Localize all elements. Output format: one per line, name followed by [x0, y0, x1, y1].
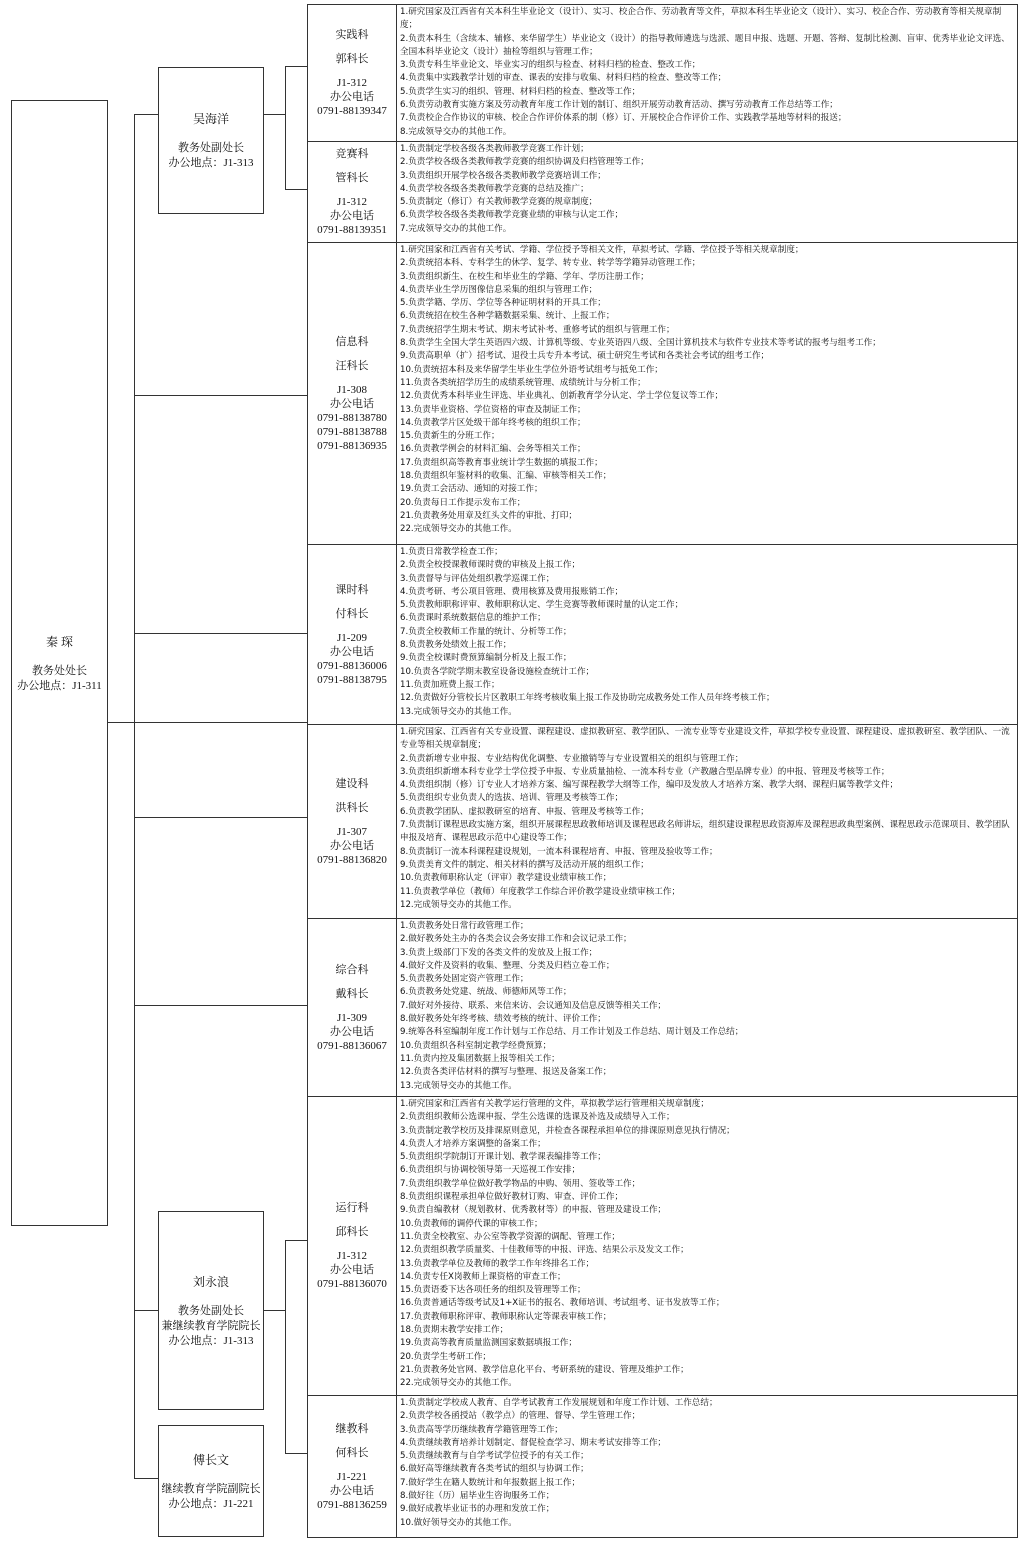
duty-item: 8.完成领导交办的其他工作。 — [400, 126, 512, 137]
section-chief: 何科长 — [335, 1446, 369, 1459]
duty-item: 6.负责学校各级各类教师教学竞赛业绩的审核与认定工作； — [400, 210, 624, 221]
duty-item: 2.做好教务处主办的各类会议会务安排工作和会议记录工作； — [400, 934, 632, 945]
duty-item: 8.负责制订一流本科课程建设规划，一流本科课程培育、申报、管理及验收等工作； — [400, 846, 718, 857]
section-room: J1-221 — [337, 1470, 367, 1483]
phone-label: 办公电话 — [330, 1484, 374, 1497]
section-head — [308, 243, 397, 544]
phone-number: 0791-88136935 — [317, 439, 387, 452]
duties-list — [397, 1097, 1017, 1395]
duty-item: 9.做好成教毕业证书的办理和发放工作； — [400, 1504, 555, 1515]
duty-item: 11.负责教学单位（教师）年度教学工作综合评价教学建设业绩审核工作； — [400, 886, 681, 897]
duty-item: 18.负责组织年鉴材料的收集、汇编、审核等相关工作； — [400, 471, 612, 482]
deputy-title-2: 兼继续教育学院院长 — [161, 1319, 261, 1332]
section-room: J1-308 — [337, 383, 367, 396]
section-name: 继教科 — [335, 1422, 369, 1435]
section-general — [307, 918, 1018, 1097]
duty-item: 11.负责加班费上报工作； — [400, 679, 500, 690]
duty-item: 13.负责毕业资格、学位资格的审查及制证工作； — [400, 404, 586, 415]
duty-item: 13.完成领导交办的其他工作。 — [400, 706, 517, 717]
duty-item: 12.负责做好分管校长片区教职工年终考核收集上报工作及协助完成教务处工作人员年终考核工作； — [400, 693, 775, 704]
duty-item: 9.统筹各科室编制年度工作计划与工作总结、月工作计划及工作总结、周计划及工作总结； — [400, 1027, 744, 1038]
duty-item: 14.负责教学片区处级干部年终考核的组织工作； — [400, 417, 586, 428]
duty-item: 1.研究国家、江西省有关专业设置、课程建设、虚拟教研室、教学团队、一流专业等专业建设文件，草拟学校专业设置、课程建设、虚拟教研室、教学团队、一流专业等相关规章制度； — [400, 727, 1010, 751]
duty-item: 2.负责统招本科、专科学生的休学、复学、转专业、转学等学籍异动管理工作； — [400, 258, 701, 269]
section-name: 课时科 — [335, 583, 369, 596]
duty-item: 6.负责教学团队、虚拟教研室的培育、申报、管理及考核等工作； — [400, 806, 649, 817]
duty-item: 9.负责美育文件的制定、相关材料的撰写及活动开展的组织工作； — [400, 859, 649, 870]
duty-item: 5.负责制定（修订）有关教师教学竞赛的规章制度； — [400, 197, 598, 208]
phone-label: 办公电话 — [330, 1264, 374, 1276]
duty-item: 4.负责组织制（修）订专业人才培养方案、编写课程教学大纲等工作，编印及发放人才培养方案、教学大纲、课程归属等教学文件； — [400, 780, 899, 791]
section-continuing-education — [307, 1395, 1018, 1538]
duty-item: 1.研究国家及江西省有关本科生毕业论文（设计）、实习、校企合作、劳动教育等文件，草拟本科生毕业论文（设计）、实习、校企合作、劳动教育等相关规章制度； — [400, 7, 1002, 31]
deputy-title: 继续教育学院副院长 — [161, 1482, 261, 1495]
section-head — [308, 1097, 397, 1395]
connector — [285, 1240, 286, 1454]
duty-item: 6.负责组织与协调校领导第一天巡视工作安排； — [400, 1165, 581, 1176]
section-chief: 汪科长 — [335, 359, 369, 372]
section-class-hours — [307, 544, 1018, 725]
duty-item: 10.负责各学院学期末教室设备设施检查统计工作； — [400, 666, 595, 677]
connector — [285, 66, 286, 190]
section-chief: 郭科长 — [335, 53, 369, 65]
duty-item: 11.负责内控及集团数据上报等相关工作； — [400, 1053, 560, 1064]
duties-list — [397, 919, 1017, 1096]
duty-item: 4.负责考研、考公项目管理、费用核算及费用报账销工作； — [400, 586, 624, 597]
duty-item: 11.负责各类统招学历生的成绩系统管理、成绩统计与分析工作； — [400, 377, 646, 388]
duty-item: 7.做好学生在籍人数统计和年报数据上报工作； — [400, 1477, 581, 1488]
connector — [263, 114, 286, 115]
deputy-office: 办公地点：J1-221 — [168, 1497, 254, 1510]
duties-list — [397, 5, 1017, 141]
duty-item: 14.负责专任X岗教师上课资格的审查工作； — [400, 1271, 566, 1282]
section-room: J1-312 — [337, 1250, 367, 1262]
section-head — [308, 545, 397, 724]
section-chief: 戴科长 — [335, 987, 369, 1000]
section-practice — [307, 4, 1018, 142]
phone-number: 0791-88136067 — [317, 1039, 387, 1052]
duty-item: 4.负责毕业生学历图像信息采集的组织与管理工作； — [400, 284, 598, 295]
deputy-name: 吴海洋 — [192, 112, 229, 126]
deputy-office: 办公地点：J1-313 — [168, 1334, 254, 1347]
phone-label: 办公电话 — [330, 645, 374, 658]
connector — [134, 817, 308, 818]
duty-item: 7.负责校企合作协议的审核、校企合作评价体系的制（修）订、开展校企合作评价工作、实践教学基地等材料的报送； — [400, 113, 847, 124]
phone-number: 0791-88136820 — [317, 853, 387, 866]
duty-item: 5.负责教师职称评审、教师职称认定、学生竞赛等教师课时量的认定工作； — [400, 600, 684, 611]
director-box — [11, 100, 108, 1226]
duty-item: 5.负责教务处固定资产管理工作； — [400, 974, 529, 985]
duty-item: 22.完成领导交办的其他工作。 — [400, 1378, 517, 1389]
deputy-name: 刘永浪 — [192, 1274, 229, 1289]
section-name: 综合科 — [335, 963, 369, 976]
duty-item: 19.负责高等教育质量监测国家数据填报工作； — [400, 1338, 577, 1349]
duty-item: 8.做好往（历）届毕业生咨询服务工作； — [400, 1491, 555, 1502]
duty-item: 12.负责组织教学质量奖、十佳教师等的申报、评选、结果公示及发文工作； — [400, 1245, 689, 1256]
duty-item: 5.负责继续教育与自学考试学位授予的有关工作； — [400, 1451, 589, 1462]
phone-number: 0791-88136070 — [317, 1278, 387, 1290]
duty-item: 10.做好领导交办的其他工作。 — [400, 1517, 517, 1528]
section-head — [308, 1396, 397, 1537]
duty-item: 8.负责组织课程承担单位做好教材订购、审查、评价工作； — [400, 1192, 624, 1203]
duty-item: 1.研究国家和江西省有关考试、学籍、学位授予等相关文件，草拟考试、学籍、学位授予等相关规章制度； — [400, 245, 804, 255]
duty-item: 3.负责制定教学校历及排课原则意见，并检查各课程承担单位的排课原则意见执行情况； — [400, 1125, 735, 1136]
connector — [134, 1005, 308, 1006]
duty-item: 4.做好文件及资料的收集、整理、分类及归档立卷工作； — [400, 960, 615, 971]
duty-item: 10.负责统招本科及来华留学生毕业生学位外语考试组考与抵免工作； — [400, 364, 663, 375]
section-chief: 洪科长 — [335, 801, 369, 814]
deputy-name: 傅长文 — [192, 1452, 229, 1467]
duty-item: 11.负责全校教室、办公室等教学资源的调配、管理工作； — [400, 1231, 620, 1242]
duty-item: 18.负责期末教学安排工作； — [400, 1325, 509, 1336]
deputy-office: 办公地点：J1-313 — [168, 157, 254, 169]
section-name: 运行科 — [335, 1202, 369, 1214]
phone-number: 0791-88138780 — [317, 411, 387, 424]
duty-item: 5.负责学籍、学历、学位等各种证明材料的开具工作； — [400, 298, 606, 309]
connector — [285, 1240, 308, 1241]
duty-item: 19.负责工会活动、通知的对接工作； — [400, 484, 543, 495]
duty-item: 10.负责教师的调停代课的审核工作； — [400, 1218, 543, 1229]
deputy-title: 教务处副处长 — [178, 1304, 244, 1317]
section-information — [307, 242, 1018, 545]
duty-item: 7.做好对外接待、联系、来信来访、会议通知及信息反馈等相关工作； — [400, 1000, 667, 1011]
section-room: J1-312 — [337, 77, 367, 89]
phone-label: 办公电话 — [330, 91, 374, 103]
connector — [263, 1310, 286, 1311]
duty-item: 3.负责组织新增本科专业学士学位授予申报、专业质量抽检、一流本科专业（产教融合型品牌专业）的申报、管理及考核等工作； — [400, 766, 890, 777]
duty-item: 7.负责全校教师工作量的统计、分析等工作； — [400, 626, 572, 637]
duty-item: 3.负责组织新生、在校生和毕业生的学籍、学年、学历注册工作； — [400, 271, 649, 282]
deputy-box-wu — [158, 67, 264, 214]
section-room: J1-209 — [337, 631, 367, 644]
duty-item: 6.负责教务处党建、统战、师德师风等工作； — [400, 987, 572, 998]
duty-item: 20.负责学生考研工作； — [400, 1351, 492, 1362]
connector — [285, 1453, 308, 1454]
section-head — [308, 142, 397, 242]
duty-item: 17.负责教师职称评审、教师职称认定等课表审核工作； — [400, 1311, 612, 1322]
duty-item: 4.负责人才培养方案调整的备案工作； — [400, 1138, 546, 1149]
director-name: 秦 琛 — [45, 634, 73, 649]
duty-item: 21.负责教务处官网、教学信息化平台、考研系统的建设、管理及维护工作； — [400, 1364, 689, 1375]
duty-item: 3.负责专科生毕业论文、毕业实习的组织与检查、材料归档的检查、整改工作； — [400, 60, 701, 71]
duty-item: 5.负责组织专业负责人的选拔、培训、管理及考核等工作； — [400, 793, 624, 804]
duty-item: 9.负责全校课时费预算编制分析及上报工作； — [400, 653, 572, 664]
duty-item: 16.负责普通话等级考试及1+X证书的报名、教师培训、考试组考、证书发放等工作； — [400, 1298, 725, 1309]
duty-item: 3.负责督导与评估处组织教学巡课工作； — [400, 573, 555, 584]
duty-item: 3.负责上级部门下发的各类文件的发放及上报工作； — [400, 947, 598, 958]
duties-list — [397, 1396, 1017, 1537]
duty-item: 1.负责教务处日常行政管理工作； — [400, 921, 529, 931]
section-name: 信息科 — [335, 335, 369, 348]
duty-item: 4.负责继续教育培养计划制定、督促检查学习、期末考试安排等工作； — [400, 1437, 667, 1448]
connector — [107, 722, 135, 723]
connector — [134, 1310, 159, 1311]
duty-item: 8.做好教务处年终考核、绩效考核的统计、评价工作； — [400, 1014, 606, 1025]
duty-item: 13.负责教学单位及教师的教学工作年终排名工作； — [400, 1258, 595, 1269]
section-room: J1-307 — [337, 825, 367, 838]
duty-item: 3.负责组织开展学校各级各类教师教学竞赛培训工作； — [400, 170, 606, 181]
deputy-box-fu — [158, 1425, 264, 1537]
duty-item: 21.负责教务处用章及红头文件的审批、打印； — [400, 510, 577, 521]
duty-item: 1.负责制定学校各级各类教师教学竞赛工作计划； — [400, 144, 589, 154]
duty-item: 7.负责制订课程思政实施方案，组织开展课程思政教师培训及课程思政名师讲坛，组织建设课程思政资源库及课程思政典型案例、课程思政示范课项目、教学团队申报及培育、课程思政示范中心建设等工作； — [400, 820, 1010, 844]
duty-item: 20.负责每日工作提示发布工作； — [400, 497, 526, 508]
duty-item: 9.负责高职单（扩）招考试、退役士兵专升本考试、硕士研究生考试和各类社会考试的组考工作； — [400, 351, 770, 362]
phone-label: 办公电话 — [330, 1025, 374, 1038]
duty-item: 22.完成领导交办的其他工作。 — [400, 524, 517, 535]
phone-number: 0791-88138788 — [317, 425, 387, 438]
duty-item: 5.负责学生实习的组织、管理、材料归档的检查、整改等工作； — [400, 86, 641, 97]
duties-list — [397, 725, 1017, 918]
deputy-title: 教务处副处长 — [178, 142, 244, 154]
duty-item: 2.负责学校各级各类教师教学竞赛的组织协调及归档管理等工作； — [400, 157, 649, 168]
duty-item: 2.负责本科生（含续本、辅修、来华留学生）毕业论文（设计）的指导教师遴选与选派、题目申报、选题、开题、答辩、复制比检测、盲审、优秀毕业论文评选、全国本科毕业论文（设计）抽检等组织与管理工作； — [400, 33, 1010, 57]
duty-item: 6.负责课时系统数据信息的维护工作； — [400, 613, 546, 624]
duties-list — [397, 142, 1017, 242]
connector — [134, 395, 308, 396]
phone-label: 办公电话 — [330, 210, 374, 222]
section-name: 竞赛科 — [335, 148, 369, 160]
deputy-box-liu — [158, 1211, 264, 1410]
phone-label: 办公电话 — [330, 397, 374, 410]
section-construction — [307, 724, 1018, 919]
duty-item: 1.负责制定学校成人教育、自学考试教育工作发展规划和年度工作计划、工作总结； — [400, 1398, 718, 1408]
duty-item: 12.完成领导交办的其他工作。 — [400, 899, 517, 910]
duty-item: 2.负责组织教师公选课申报、学生公选课的选课及补选及成绩导入工作； — [400, 1112, 675, 1123]
phone-label: 办公电话 — [330, 839, 374, 852]
connector — [134, 114, 159, 115]
phone-number: 0791-88136259 — [317, 1498, 387, 1511]
duty-item: 6.做好高等继续教育各类考试的组织与协调工作； — [400, 1464, 589, 1475]
duty-item: 2.负责全校授课教师课时费的审核及上报工作； — [400, 560, 581, 571]
duty-item: 5.负责组织学院制订开课计划、教学课表编排等工作； — [400, 1152, 606, 1163]
duty-item: 13.完成领导交办的其他工作。 — [400, 1080, 517, 1091]
section-head — [308, 5, 397, 141]
connector — [134, 633, 308, 634]
section-competition — [307, 141, 1018, 243]
duty-item: 1.负责日常教学检查工作； — [400, 547, 503, 557]
section-name: 实践科 — [335, 29, 369, 41]
phone-number: 0791-88139347 — [317, 105, 387, 117]
duty-item: 7.负责统招学生期末考试、期末考试补考、重修考试的组织与管理工作； — [400, 324, 675, 335]
director-office: 办公地点：J1-311 — [17, 679, 102, 692]
phone-number: 0791-88138795 — [317, 673, 387, 686]
section-head — [308, 725, 397, 918]
section-room: J1-309 — [337, 1011, 367, 1024]
duty-item: 6.负责劳动教育实施方案及劳动教育年度工作计划的制订、组织开展劳动教育活动、撰写劳动教育工作总结等工作； — [400, 100, 838, 111]
phone-number: 0791-88139351 — [317, 224, 387, 236]
section-chief: 付科长 — [335, 607, 369, 620]
duty-item: 2.负责新增专业申报、专业结构优化调整、专业撤销等与专业设置相关的组织与管理工作； — [400, 753, 744, 764]
connector — [134, 722, 308, 723]
duty-item: 7.完成领导交办的其他工作。 — [400, 223, 512, 234]
phone-number: 0791-88136006 — [317, 659, 387, 672]
connector — [285, 189, 308, 190]
section-room: J1-312 — [337, 196, 367, 208]
duty-item: 16.负责教学例会的材料汇编、会务等相关工作； — [400, 444, 586, 455]
connector — [285, 66, 308, 67]
duty-item: 7.负责组织教学单位做好教学物品的申购、领用、签收等工作； — [400, 1178, 641, 1189]
duty-item: 4.负责学校各级各类教师教学竞赛的总结及推广； — [400, 183, 589, 194]
duty-item: 12.负责优秀本科毕业生评选、毕业典礼、创新教育学分认定、学士学位复议等工作； — [400, 391, 724, 402]
duty-item: 2.负责学校各函授站（教学点）的管理、督导、学生管理工作； — [400, 1411, 641, 1422]
section-chief: 邱科长 — [335, 1226, 369, 1238]
duty-item: 15.负责语委下达各项任务的组织及管理等工作； — [400, 1285, 586, 1296]
connector — [134, 114, 135, 1479]
duty-item: 12.负责各类评估材料的撰写与整理、报送及备案工作； — [400, 1067, 612, 1078]
section-head — [308, 919, 397, 1096]
director-title: 教务处处长 — [32, 664, 87, 677]
duty-item: 8.负责学生全国大学生英语四六级、计算机等级、专业英语四八级、全国计算机技术与软件专业技术等考试的报考与组考工作； — [400, 338, 881, 349]
duties-list — [397, 243, 1017, 544]
duty-item: 3.负责高等学历继续教育学籍管理等工作； — [400, 1424, 563, 1435]
duty-item: 17.负责组织高等教育事业统计学生数据的填报工作； — [400, 457, 603, 468]
duty-item: 15.负责新生的分班工作； — [400, 431, 500, 442]
section-name: 建设科 — [335, 777, 369, 790]
connector — [134, 1478, 159, 1479]
duty-item: 8.负责教务处绩效上报工作； — [400, 640, 512, 651]
duty-item: 4.负责集中实践教学计划的审查、课表的安排与收集、材料归档的检查、整改等工作； — [400, 73, 727, 84]
duty-item: 10.负责组织各科室制定教学经费预算； — [400, 1040, 552, 1051]
duties-list — [397, 545, 1017, 724]
duty-item: 10.负责教师职称认定（评审）教学建设业绩审核工作； — [400, 873, 612, 884]
duty-item: 6.负责统招在校生各种学籍数据采集、统计、上报工作； — [400, 311, 615, 322]
duty-item: 1.研究国家和江西省有关教学运行管理的文件，草拟教学运行管理相关规章制度； — [400, 1099, 709, 1109]
section-chief: 管科长 — [335, 172, 369, 184]
section-operation — [307, 1096, 1018, 1396]
duty-item: 9.负责自编教材（规划教材、优秀教材等）的申报、管理及建设工作； — [400, 1205, 667, 1216]
